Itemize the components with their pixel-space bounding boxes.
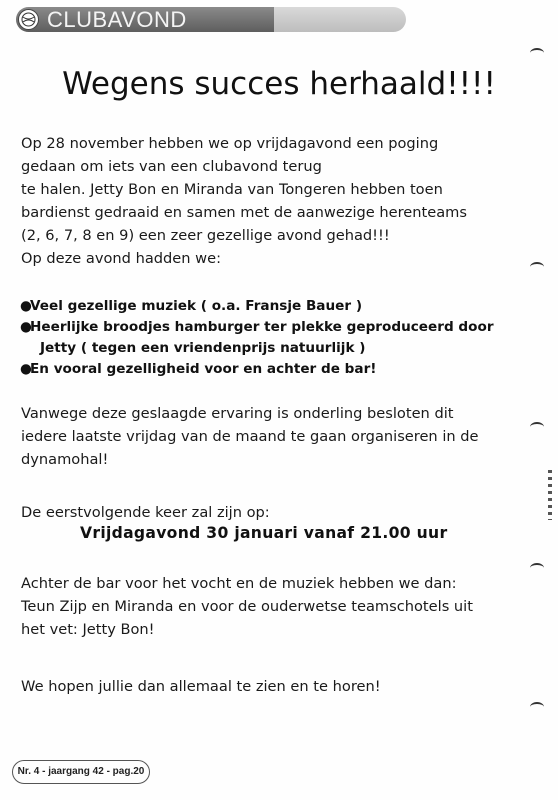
text-line: gedaan om iets van een clubavond terug <box>21 158 322 175</box>
list-item <box>20 296 540 317</box>
binder-hole-mark <box>530 262 544 272</box>
text-line: Op deze avond hadden we: <box>21 250 221 267</box>
bullet-icon: ● <box>20 319 32 335</box>
next-event-intro: De eerstvolgende keer zal zijn op: <box>21 504 270 521</box>
text-line: het vet: Jetty Bon! <box>21 621 155 638</box>
list-item-text: Heerlijke broodjes hamburger ter plekke geproduceerd door <box>30 319 494 335</box>
text-line: Achter de bar voor het vocht en de muziek hebben we dan: <box>21 575 457 592</box>
article-title: Wegens succes herhaald!!!! <box>62 66 496 102</box>
text-line: Teun Zijp en Miranda en voor de ouderwetse teamschotels uit <box>21 598 473 615</box>
text-line: Vanwege deze geslaagde ervaring is onderling besloten dit <box>21 405 454 422</box>
intro-paragraph <box>21 132 541 270</box>
decision-paragraph <box>21 402 541 471</box>
scan-edge-marks <box>548 470 552 520</box>
text-line: te halen. Jetty Bon en Miranda van Tongeren hebben toen <box>21 181 443 198</box>
list-item <box>20 359 540 380</box>
binder-hole-mark <box>530 563 544 573</box>
page-reference: Nr. 4 - jaargang 42 - pag.20 <box>12 760 150 784</box>
list-item-text: Veel gezellige muziek ( o.a. Fransje Bauer ) <box>30 298 363 314</box>
binder-hole-mark <box>530 422 544 432</box>
ball-icon <box>18 9 39 30</box>
text-line: (2, 6, 7, 8 en 9) een zeer gezellige avond gehad!!! <box>21 227 390 244</box>
list-item-continuation: Jetty ( tegen een vriendenprijs natuurlijk ) <box>40 340 366 356</box>
text-line: bardienst gedraaid en samen met de aanwezige herenteams <box>21 204 467 221</box>
binder-hole-mark <box>530 48 544 58</box>
staff-paragraph <box>21 572 541 641</box>
list-item <box>20 317 540 338</box>
next-event-date: Vrijdagavond 30 januari vanaf 21.00 uur <box>80 524 448 542</box>
closing-line: We hopen jullie dan allemaal te zien en te horen! <box>21 678 381 695</box>
bullet-icon: ● <box>20 361 32 377</box>
bullet-icon: ● <box>20 298 32 314</box>
binder-hole-mark <box>530 702 544 712</box>
text-line: Op 28 november hebben we op vrijdagavond een poging <box>21 135 439 152</box>
section-label: CLUBAVOND <box>47 7 187 32</box>
bullet-list <box>20 296 540 380</box>
list-item-text: En vooral gezelligheid voor en achter de bar! <box>30 361 377 377</box>
text-line: dynamohal! <box>21 451 109 468</box>
text-line: iedere laatste vrijdag van de maand te gaan organiseren in de <box>21 428 479 445</box>
